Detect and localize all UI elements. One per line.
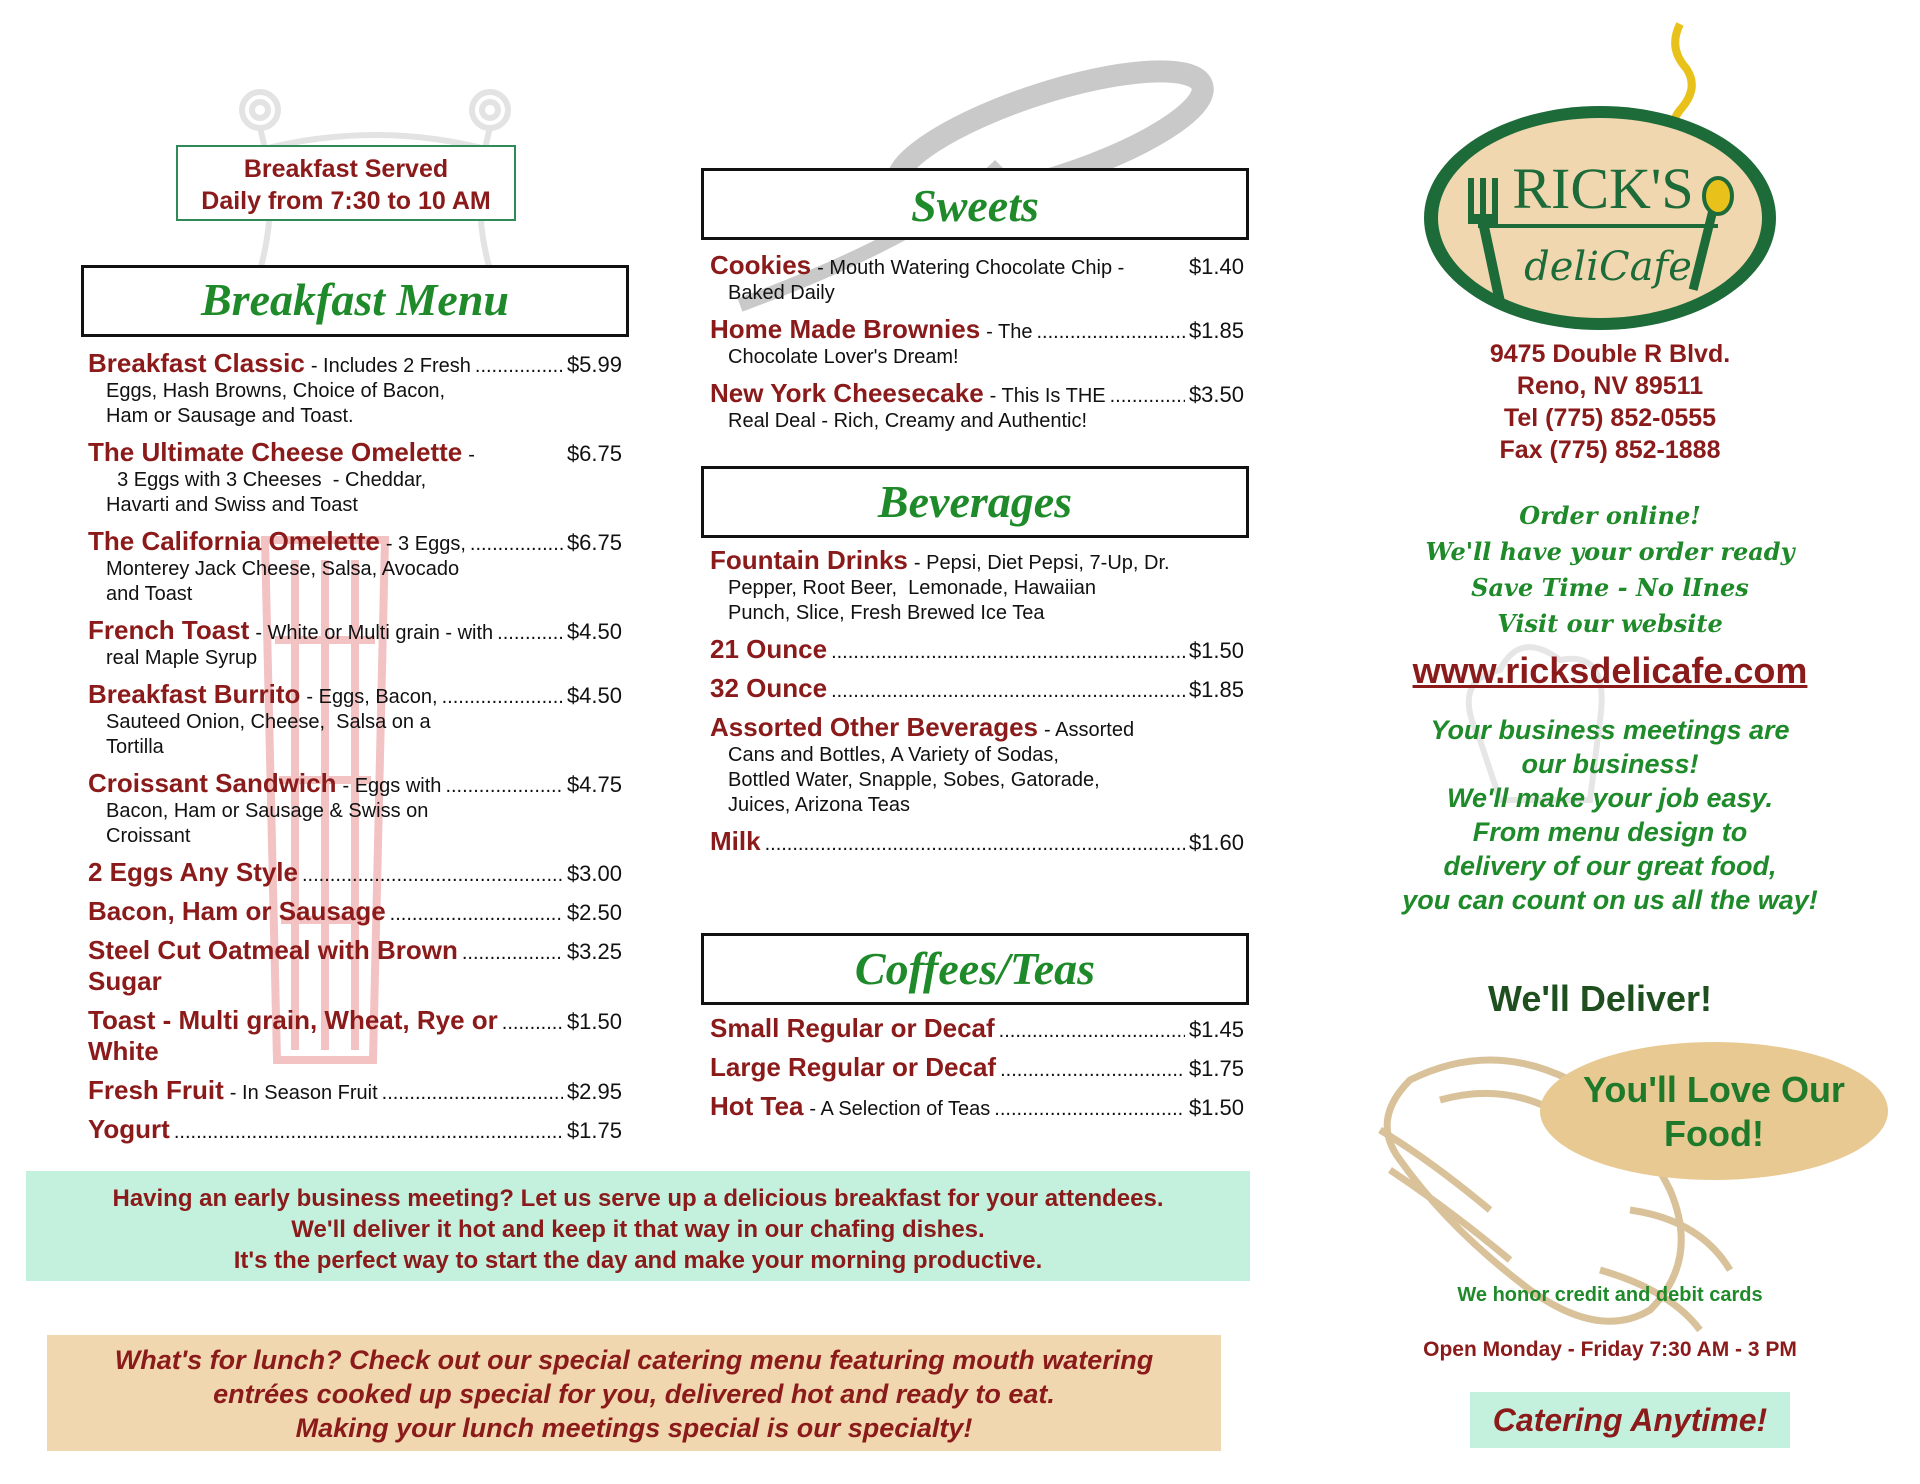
menu-item-description-line: Eggs, Hash Browns, Choice of Bacon, [106, 380, 446, 402]
dot-leader [470, 533, 563, 556]
dot-leader [502, 1012, 563, 1035]
menu-item-price: $3.00 [566, 861, 622, 886]
menu-item [710, 1013, 1244, 1044]
menu-item [710, 712, 1244, 818]
logo-subtitle: deliCafe [1524, 244, 1692, 290]
menu-item-name: Fountain Drinks [710, 545, 908, 575]
menu-item-price: $6.75 [566, 441, 622, 466]
sweets-title: Sweets [911, 180, 1039, 231]
menu-item-name-continued: Sugar [88, 966, 162, 996]
menu-item-name: The California Omelette [88, 526, 380, 556]
promo-lunch-line-2: entrées cooked up special for you, delivered hot and ready to eat. [213, 1379, 1055, 1409]
online-line-2: We'll have your order ready [1425, 537, 1795, 566]
order-online-block [1380, 498, 1840, 642]
menu-item-price: $1.75 [566, 1118, 622, 1143]
menu-item [88, 348, 622, 429]
menu-item-description: - [468, 444, 475, 466]
menu-item-description-line: Croissant [106, 825, 191, 847]
menu-item-description: - White or Multi grain - with [255, 622, 494, 644]
dot-leader [390, 903, 563, 926]
menu-item-line [88, 935, 622, 966]
menu-item-name: Fresh Fruit [88, 1075, 224, 1105]
breakfast-hours-box [176, 145, 516, 221]
menu-item-name: 21 Ounce [710, 634, 828, 664]
menu-item-description-line: Monterey Jack Cheese, Salsa, Avocado [106, 558, 460, 580]
menu-item [88, 615, 622, 671]
menu-item-price: $1.45 [1188, 1017, 1244, 1042]
menu-item-line [88, 1114, 622, 1145]
menu-item-line [710, 314, 1244, 345]
dot-leader [1110, 385, 1185, 408]
menu-item-description: - Assorted [1044, 719, 1135, 741]
menu-item-line [710, 545, 1244, 576]
menu-item-price: $3.50 [1188, 382, 1244, 407]
menu-item-price: $1.40 [1188, 254, 1244, 279]
address-street: 9475 Double R Blvd. [1489, 340, 1731, 368]
menu-item [710, 673, 1244, 704]
logo-name: RICK'S [1512, 156, 1694, 221]
love-food-text [1540, 1068, 1888, 1156]
menu-item-line [88, 857, 622, 888]
online-line-3: Save Time - No lInes [1471, 573, 1749, 602]
menu-item-line [88, 1005, 622, 1036]
address-block [1400, 338, 1820, 466]
beverages-list [710, 545, 1244, 865]
promo-breakfast-line-2: We'll deliver it hot and keep it that way in our chafing dishes. [291, 1216, 985, 1243]
lunch-catering-promo [47, 1335, 1221, 1451]
coffees-list [710, 1013, 1244, 1130]
menu-item [710, 378, 1244, 434]
biz-line-6: you can count on us all the way! [1402, 885, 1818, 915]
menu-item-description: - In Season Fruit [229, 1082, 378, 1104]
dot-leader [1037, 321, 1185, 344]
menu-item [88, 1005, 622, 1067]
menu-item-line [710, 673, 1244, 704]
menu-item-name: Bacon, Ham or Sausage [88, 896, 386, 926]
menu-item-name: 32 Ounce [710, 673, 828, 703]
dot-leader [302, 864, 563, 887]
menu-item-line [88, 896, 622, 927]
website-link[interactable]: www.ricksdelicafe.com [1412, 650, 1808, 691]
menu-item [710, 314, 1244, 370]
menu-item-description: - Includes 2 Fresh [310, 355, 471, 377]
biz-line-4: From menu design to [1472, 817, 1748, 847]
catering-anytime-badge: Catering Anytime! [1470, 1392, 1790, 1448]
menu-item-line [710, 250, 1244, 281]
menu-item-description: - The [986, 321, 1033, 343]
menu-item-description: - Pepsi, Diet Pepsi, 7-Up, Dr. [913, 552, 1170, 574]
business-meetings-block [1370, 713, 1850, 917]
menu-item-line [88, 437, 622, 468]
dot-leader [831, 680, 1185, 703]
address-city: Reno, NV 89511 [1516, 372, 1704, 400]
menu-item-description-line: Bacon, Ham or Sausage & Swiss on [106, 800, 429, 822]
menu-item-name: Breakfast Burrito [88, 679, 301, 709]
menu-item-line [710, 1013, 1244, 1044]
dot-leader [475, 355, 563, 378]
dot-leader [1000, 1059, 1185, 1082]
dot-leader [382, 1082, 563, 1105]
coffees-header [701, 933, 1249, 1005]
menu-item-price: $1.50 [1188, 638, 1244, 663]
menu-item-description-line: Pepper, Root Beer, Lemonade, Hawaiian [728, 577, 1097, 599]
ricks-logo [1418, 18, 1798, 338]
menu-item-line [710, 826, 1244, 857]
biz-line-1: Your business meetings are [1430, 715, 1790, 745]
menu-item-description: - 3 Eggs, [385, 533, 466, 555]
menu-item [710, 250, 1244, 306]
menu-item-name: French Toast [88, 615, 250, 645]
menu-item-price: $5.99 [566, 352, 622, 377]
menu-item-description: - Eggs, Bacon, [306, 686, 438, 708]
breakfast-menu-title: Breakfast Menu [201, 274, 509, 325]
menu-item-description: - This Is THE [989, 385, 1106, 407]
menu-item-price: $1.85 [1188, 318, 1244, 343]
menu-item-description-line: Real Deal - Rich, Creamy and Authentic! [728, 410, 1088, 432]
dot-leader [462, 942, 563, 965]
sweets-list [710, 250, 1244, 442]
love-line-1: You'll Love Our [1583, 1069, 1845, 1110]
menu-item [710, 1091, 1244, 1122]
menu-item-price: $1.85 [1188, 677, 1244, 702]
menu-item-line [710, 712, 1244, 743]
menu-item-price: $3.25 [566, 939, 622, 964]
menu-item [88, 768, 622, 849]
menu-item [88, 857, 622, 888]
menu-item [88, 679, 622, 760]
dot-leader [765, 833, 1185, 856]
menu-item-name: The Ultimate Cheese Omelette [88, 437, 463, 467]
menu-item-name: Cookies [710, 250, 812, 280]
menu-item-price: $4.50 [566, 619, 622, 644]
dot-leader [994, 1098, 1185, 1121]
menu-item-name: Yogurt [88, 1114, 170, 1144]
menu-item-name: Toast - Multi grain, Wheat, Rye or [88, 1005, 498, 1035]
menu-item-name: Large Regular or Decaf [710, 1052, 997, 1082]
credit-cards-note: We honor credit and debit cards [1457, 1284, 1763, 1306]
menu-item-line [88, 615, 622, 646]
menu-item-name: Small Regular or Decaf [710, 1013, 995, 1043]
menu-item-description: - Eggs with [342, 775, 442, 797]
fax-number: Fax (775) 852-1888 [1499, 436, 1721, 464]
breakfast-menu-list [88, 348, 622, 1153]
menu-item-description-line: Baked Daily [728, 282, 835, 304]
menu-item-name: Milk [710, 826, 761, 856]
menu-item-description-line: Tortilla [106, 736, 164, 758]
menu-item-description-line: and Toast [106, 583, 193, 605]
hours-line-1: Breakfast Served [243, 155, 449, 183]
dot-leader [174, 1121, 563, 1144]
menu-item-description-line: Sauteed Onion, Cheese, Salsa on a [106, 711, 431, 733]
phone-number: Tel (775) 852-0555 [1503, 404, 1717, 432]
menu-item-price: $4.75 [566, 772, 622, 797]
menu-item [88, 935, 622, 997]
menu-item-description: - Mouth Watering Chocolate Chip - [817, 257, 1125, 279]
menu-item-description-line: Cans and Bottles, A Variety of Sodas, [728, 744, 1059, 766]
menu-item-price: $2.50 [566, 900, 622, 925]
menu-item-price: $1.60 [1188, 830, 1244, 855]
breakfast-catering-promo [26, 1171, 1250, 1281]
menu-item-description: - A Selection of Teas [809, 1098, 991, 1120]
menu-item-name: Hot Tea [710, 1091, 804, 1121]
menu-item [710, 634, 1244, 665]
biz-line-3: We'll make your job easy. [1446, 783, 1774, 813]
breakfast-menu-header [81, 265, 629, 337]
menu-item [710, 826, 1244, 857]
menu-item-name: New York Cheesecake [710, 378, 984, 408]
menu-item-description-line: 3 Eggs with 3 Cheeses - Cheddar, [106, 469, 427, 491]
online-line-4: Visit our website [1497, 609, 1723, 638]
menu-item [710, 545, 1244, 626]
promo-lunch-line-3: Making your lunch meetings special is our specialty! [295, 1413, 973, 1443]
menu-item-description-line: Ham or Sausage and Toast. [106, 405, 354, 427]
dot-leader [999, 1020, 1185, 1043]
menu-item-line [710, 634, 1244, 665]
menu-item-name: 2 Eggs Any Style [88, 857, 298, 887]
beverages-title: Beverages [877, 476, 1073, 527]
dot-leader [442, 686, 563, 709]
menu-item [88, 1075, 622, 1106]
menu-item-name: Home Made Brownies [710, 314, 981, 344]
menu-item-price: $1.75 [1188, 1056, 1244, 1081]
dot-leader [831, 641, 1185, 664]
dot-leader [497, 622, 563, 645]
sweets-header [701, 168, 1249, 240]
promo-breakfast-line-1: Having an early business meeting? Let us serve up a delicious breakfast for your attendees. [112, 1185, 1164, 1212]
menu-item-line [710, 1052, 1244, 1083]
biz-line-2: our business! [1521, 749, 1699, 779]
menu-item-price: $4.50 [566, 683, 622, 708]
menu-item-name: Assorted Other Beverages [710, 712, 1039, 742]
open-hours: Open Monday - Friday 7:30 AM - 3 PM [1423, 1338, 1797, 1361]
menu-item-line [88, 348, 622, 379]
promo-lunch-line-1: What's for lunch? Check out our special catering menu featuring mouth watering [114, 1345, 1154, 1375]
menu-item-name: Steel Cut Oatmeal with Brown [88, 935, 458, 965]
menu-item [710, 1052, 1244, 1083]
menu-item-line [88, 1075, 622, 1106]
menu-item-line [88, 526, 622, 557]
menu-item-description-line: Chocolate Lover's Dream! [728, 346, 959, 368]
menu-item-line [88, 679, 622, 710]
dot-leader [445, 775, 563, 798]
menu-item-name: Breakfast Classic [88, 348, 305, 378]
beverages-header [701, 466, 1249, 538]
promo-breakfast-line-3: It's the perfect way to start the day and make your morning productive. [233, 1247, 1043, 1274]
deliver-heading: We'll Deliver! [1488, 978, 1712, 1019]
menu-item [88, 437, 622, 518]
menu-item-price: $1.50 [1188, 1095, 1244, 1120]
menu-item-description-line: real Maple Syrup [106, 647, 258, 669]
menu-item-price: $2.95 [566, 1079, 622, 1104]
menu-item-name-continued: White [88, 1036, 159, 1066]
menu-item-name: Croissant Sandwich [88, 768, 337, 798]
menu-item [88, 526, 622, 607]
menu-item-line [710, 1091, 1244, 1122]
menu-item-line [710, 378, 1244, 409]
menu-item-description-line: Juices, Arizona Teas [728, 794, 910, 816]
menu-item-price: $1.50 [566, 1009, 622, 1034]
biz-line-5: delivery of our great food, [1443, 851, 1777, 881]
menu-item-line [88, 768, 622, 799]
menu-item-price: $6.75 [566, 530, 622, 555]
online-line-1: Order online! [1519, 501, 1701, 530]
menu-item-description-line: Havarti and Swiss and Toast [106, 494, 358, 516]
menu-item [88, 896, 622, 927]
menu-item-description-line: Bottled Water, Snapple, Sobes, Gatorade, [728, 769, 1100, 791]
menu-item-description-line: Punch, Slice, Fresh Brewed Ice Tea [728, 602, 1045, 624]
hours-line-2: Daily from 7:30 to 10 AM [201, 187, 491, 215]
coffees-title: Coffees/Teas [854, 943, 1096, 994]
love-line-2: Food! [1664, 1113, 1764, 1154]
menu-item [88, 1114, 622, 1145]
